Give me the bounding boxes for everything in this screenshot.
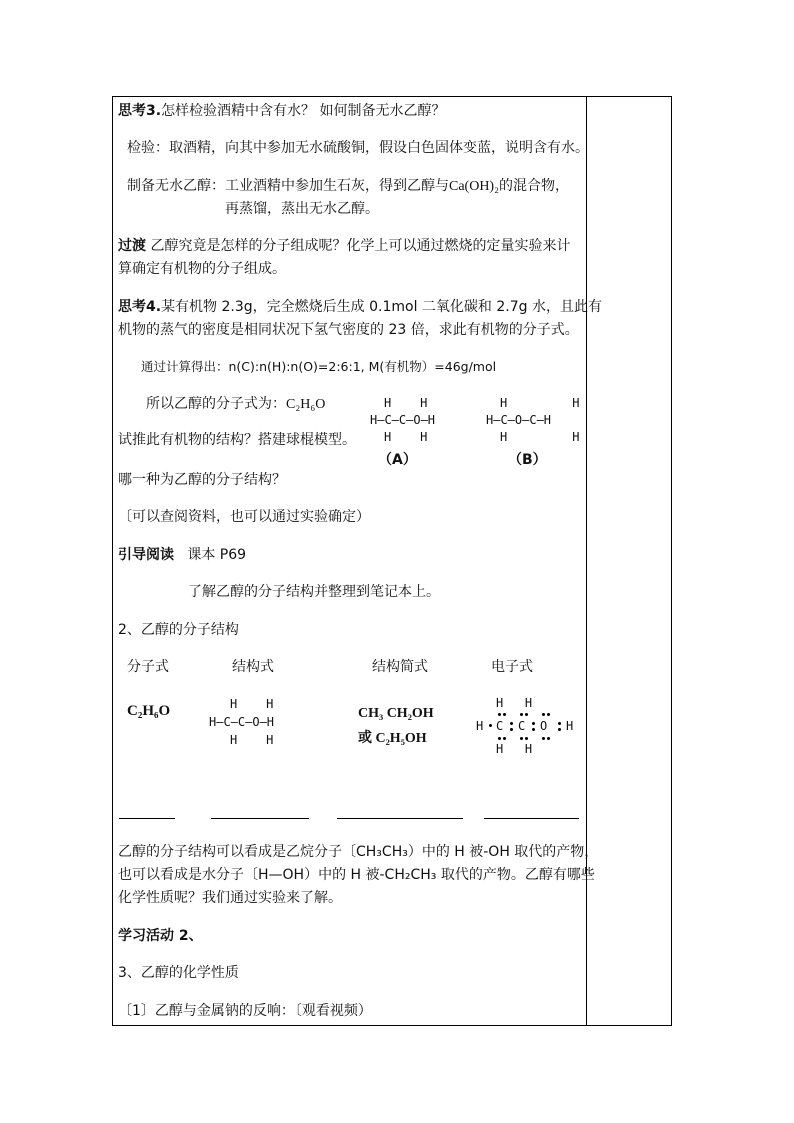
think4-line1: 思考4.某有机物 2.3g，完全燃烧后生成 0.1mol 二氧化碳和 2.7g 水，且此有: [118, 299, 602, 315]
electron-dot: [503, 713, 506, 716]
think3-check: 检验：取酒精，向其中参加无水硫酸铜，假设白色固体变蓝，说明含有水。: [127, 140, 589, 156]
transition-line2: 算确定有机物的分子组成。: [118, 261, 286, 277]
guide-line: 引导阅读 课本 P69: [118, 547, 247, 563]
electron-o: O: [540, 719, 548, 733]
electron-dot: [542, 737, 545, 740]
electron-c2: C: [518, 719, 526, 733]
blank-line: [211, 818, 309, 819]
electron-dot: [558, 728, 561, 731]
electron-dot: [525, 713, 528, 716]
think4-note: 〔可以查阅资料，也可以通过实验确定）: [118, 509, 370, 525]
structure-a-chain: H—C—C—O—H: [370, 413, 436, 427]
blank-line: [337, 818, 463, 819]
structure-a-label: （A）: [378, 452, 417, 468]
electron-left-h: H: [476, 719, 484, 733]
electron-dot: [542, 713, 545, 716]
header-simple: 结构简式: [372, 659, 428, 675]
think4-infer: 试推此有机物的结构？搭建球棍模型。: [118, 432, 356, 448]
column-divider: [586, 96, 587, 1026]
structure-b-chain: H—C—O—C—H: [486, 413, 552, 427]
header-structural: 结构式: [232, 659, 274, 675]
section3-item1: 〔1〕乙醇与金属钠的反响：〔观看视频）: [118, 1003, 372, 1019]
electron-dot: [532, 728, 535, 731]
electron-dot: [498, 713, 501, 716]
paragraph-line1: 乙醇的分子结构可以看成是乙烷分子〔CH₃CH₃）中的 H 被-OH 取代的产物，: [118, 844, 599, 860]
simple-formula-2: 或 C₂H₅OH: [358, 731, 427, 746]
electron-dot: [558, 722, 561, 725]
header-electron: 电子式: [491, 659, 533, 675]
blank-line: [119, 818, 175, 819]
section3-title: 3、乙醇的化学性质: [118, 965, 239, 981]
electron-bottom-h: H H: [496, 742, 533, 756]
electron-dot: [489, 724, 492, 727]
think3-prep-line2: 再蒸馏，蒸出无水乙醇。: [225, 201, 379, 217]
structure-b-bottom-h: H H: [500, 430, 580, 444]
transition-line1: 过渡 乙醇究竟是怎样的分子组成呢？化学上可以通过燃烧的定量实验来计: [118, 238, 571, 254]
think3-prep-line1: 制备无水乙醇：工业酒精中参加生石灰，得到乙醇与Ca(OH)₂的混合物，: [127, 178, 569, 194]
electron-dot: [520, 713, 523, 716]
structure-b-top-h: H H: [500, 396, 580, 410]
struct-chain: H—C—C—O—H: [209, 715, 275, 729]
electron-dot: [525, 737, 528, 740]
section2-title: 2、乙醇的分子结构: [118, 622, 239, 638]
structure-b-label: （B）: [508, 452, 547, 468]
electron-c1: C: [496, 719, 504, 733]
paragraph-line2: 也可以看成是水分子〔H—OH）中的 H 被-CH₂CH₃ 取代的产物。乙醇有哪些: [118, 867, 595, 883]
blank-line: [484, 818, 579, 819]
electron-top-h: H H: [496, 696, 533, 710]
think3-question: 思考3.怎样检验酒精中含有水？ 如何制备无水乙醇？: [118, 103, 446, 119]
paragraph-line3: 化学性质呢？我们通过实验来了解。: [118, 890, 342, 906]
electron-dot: [520, 737, 523, 740]
electron-dot: [510, 722, 513, 725]
electron-dot: [532, 722, 535, 725]
think4-calc: 通过计算得出：n(C):n(H):n(O)=2:6:1, M(有机物）=46g/mol: [141, 359, 497, 374]
simple-formula-1: CH₃ CH₂OH: [358, 706, 434, 721]
molecular-formula: C₂H₆O: [127, 703, 171, 719]
struct-top-h: H H: [230, 697, 274, 711]
guide-task: 了解乙醇的分子结构并整理到笔记本上。: [188, 584, 440, 600]
electron-dot: [547, 737, 550, 740]
think4-formula: 所以乙醇的分子式为：C₂H₆O: [146, 396, 326, 412]
struct-bottom-h: H H: [230, 733, 274, 747]
think4-which: 哪一种为乙醇的分子结构？: [118, 472, 286, 488]
structure-a-top-h: H H: [384, 396, 428, 410]
electron-right-h: H: [566, 719, 574, 733]
electron-dot: [498, 737, 501, 740]
electron-dot: [547, 713, 550, 716]
header-molecular: 分子式: [127, 659, 169, 675]
electron-dot: [510, 728, 513, 731]
think4-line2: 机物的蒸气的密度是相同状况下氢气密度的 23 倍，求此有机物的分子式。: [118, 322, 579, 338]
activity-label: 学习活动 2、: [118, 928, 203, 944]
structure-a-bottom-h: H H: [384, 430, 428, 444]
electron-dot: [503, 737, 506, 740]
